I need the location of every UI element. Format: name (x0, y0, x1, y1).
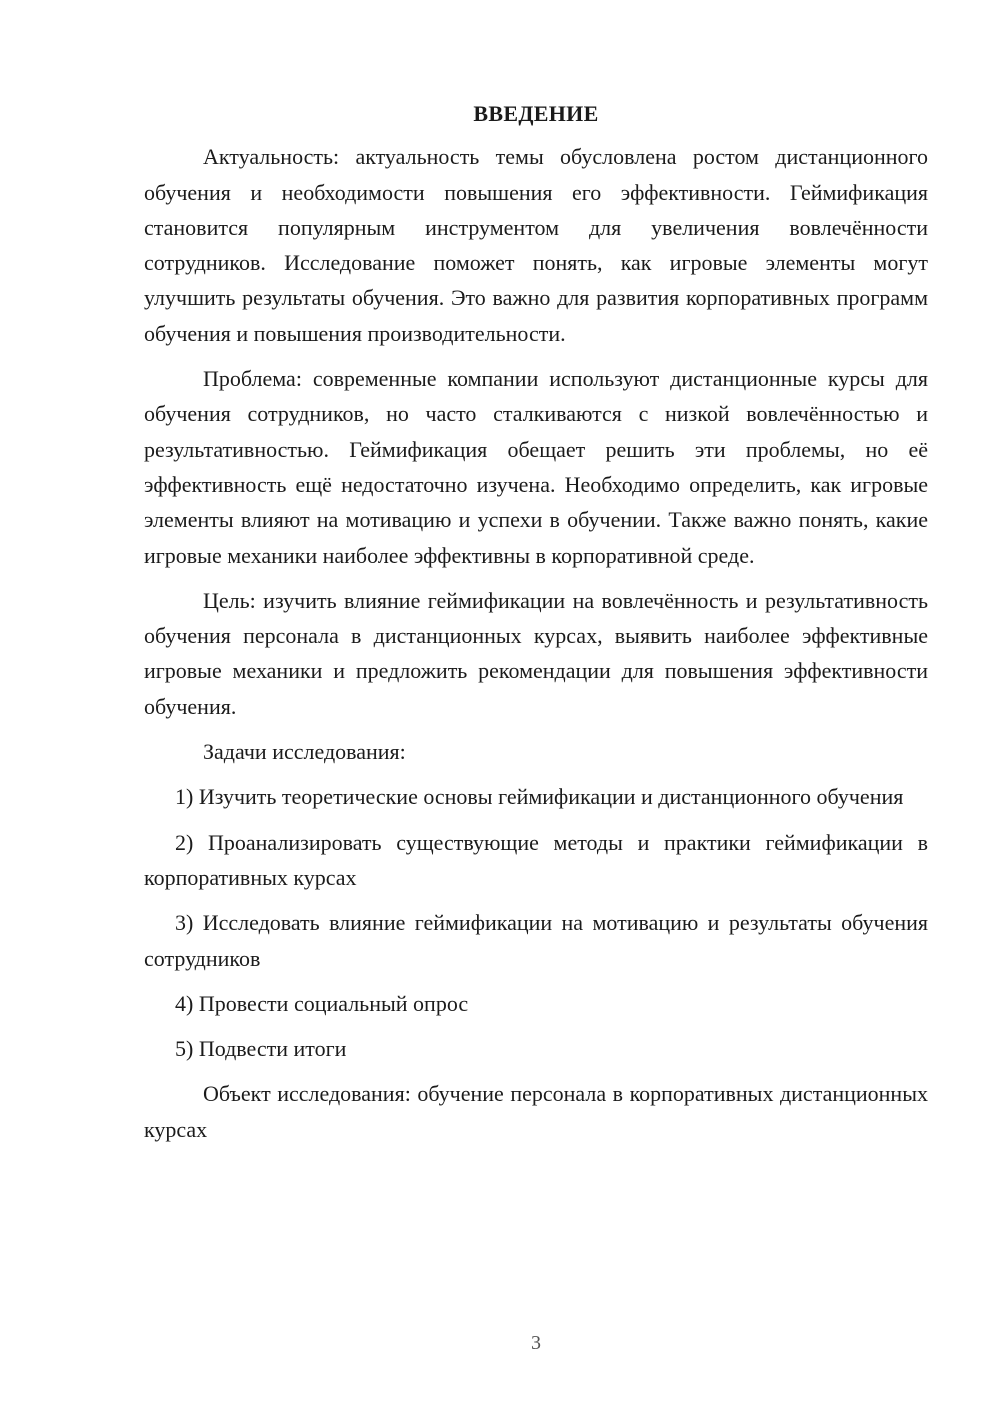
task-item: 2) Проанализировать существующие методы и практики геймификации в корпоративных курсах (144, 829, 928, 890)
page-number: 3 (531, 1332, 541, 1354)
page-content (144, 96, 928, 1157)
tasks-list (144, 779, 928, 1066)
task-item: 4) Провести социальный опрос (175, 990, 469, 1016)
paragraph-relevance: Актуальность: актуальность темы обусловлена ростом дистанционного обучения и необходимости повышения его эффективности. Геймификация становится популярным инструментом для увеличения вовлечённости сотрудников. Исследование поможет понять, как игровые элементы могут улучшить результаты обучения. Это важно для развития корпоративных программ обучения и повышения производительности. (144, 144, 928, 346)
paragraph-problem: Проблема: современные компании используют дистанционные курсы для обучения сотрудников, но часто сталкиваются с низкой вовлечённостью и результативностью. Геймификация обещает решить эти проблемы, но её эффективность ещё недостаточно изучена. Необходимо определить, как игровые элементы влияют на мотивацию и успехи в обучении. Также важно понять, какие игровые механики наиболее эффективны в корпоративной среде. (144, 366, 928, 568)
task-item: 1) Изучить теоретические основы геймификации и дистанционного обучения (175, 784, 904, 810)
paragraph-object: Объект исследования: обучение персонала в корпоративных дистанционных курсах (144, 1081, 928, 1142)
task-item: 3) Исследовать влияние геймификации на мотивацию и результаты обучения сотрудников (144, 910, 928, 971)
section-title: ВВЕДЕНИЕ (473, 101, 599, 126)
paragraph-goal: Цель: изучить влияние геймификации на вовлечённость и результативность обучения персонала в дистанционных курсах, выявить наиболее эффективные игровые механики и предложить рекомендации для повышения эффективности обучения. (144, 587, 928, 719)
tasks-heading: Задачи исследования: (203, 739, 406, 765)
task-item: 5) Подвести итоги (175, 1036, 347, 1062)
